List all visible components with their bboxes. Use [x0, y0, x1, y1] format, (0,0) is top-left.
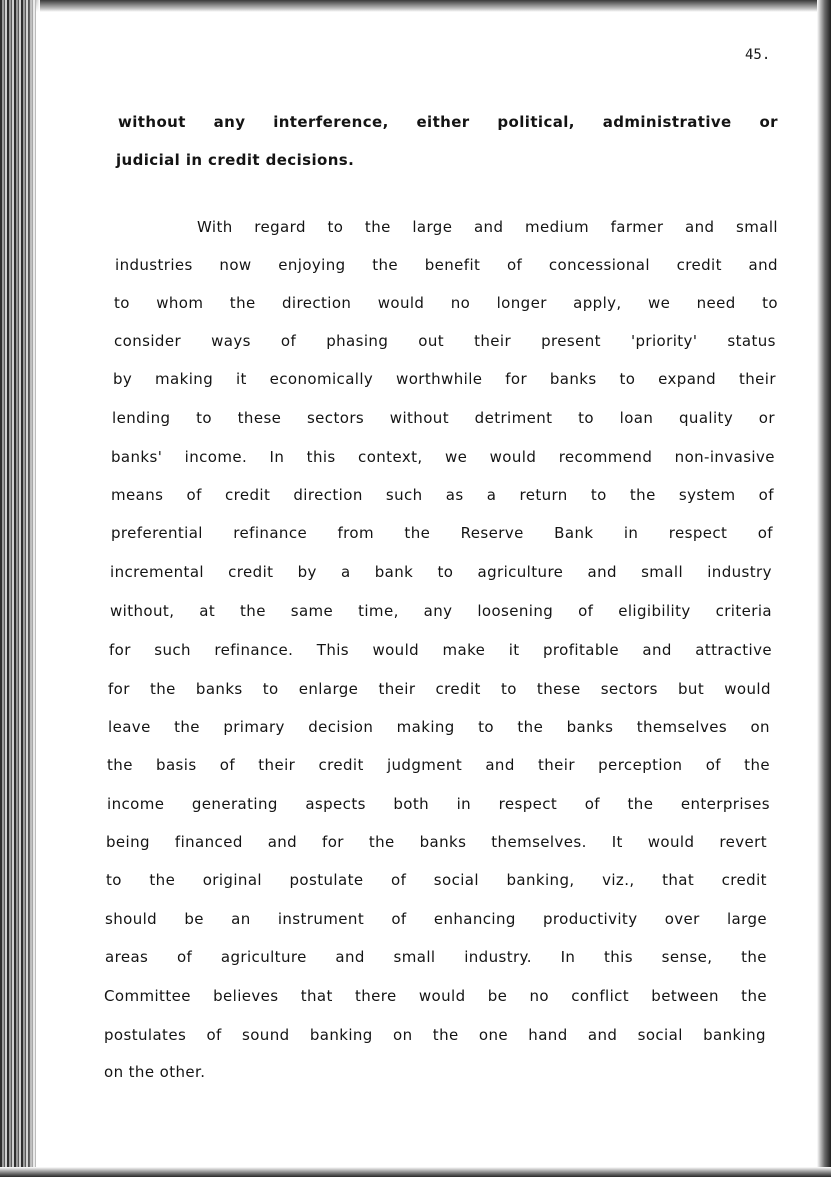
word: to — [500, 680, 517, 698]
word: conflict — [571, 987, 630, 1005]
word: non-invasive — [674, 448, 775, 466]
word: Bank — [554, 524, 594, 542]
word: direction — [293, 486, 363, 504]
word: on — [750, 718, 770, 736]
word: themselves — [636, 718, 728, 736]
word: loan — [619, 409, 654, 427]
word: apply, — [573, 294, 622, 312]
word: credit — [318, 756, 364, 774]
text-line — [109, 641, 772, 659]
page-top-edge — [0, 0, 831, 12]
word: eligibility — [618, 602, 691, 620]
word: in — [623, 524, 639, 542]
word: be — [184, 910, 204, 928]
word: phasing — [326, 332, 389, 350]
text-line — [118, 113, 778, 131]
binding-shadow — [26, 0, 40, 1177]
word: to — [262, 680, 279, 698]
word: incremental — [110, 563, 204, 581]
word: this — [306, 448, 336, 466]
word: the — [744, 756, 770, 774]
word: we — [444, 448, 468, 466]
word: criteria — [715, 602, 772, 620]
word: make — [442, 641, 486, 659]
page-bottom-edge — [0, 1167, 831, 1177]
word: the — [107, 756, 133, 774]
word: no — [450, 294, 471, 312]
word: the — [149, 680, 176, 698]
word: return — [519, 486, 568, 504]
word: banks' — [111, 448, 163, 466]
word: without, — [110, 602, 175, 620]
text-line — [105, 948, 767, 966]
word: their — [378, 680, 416, 698]
word: leave — [108, 718, 151, 736]
word: credit — [435, 680, 481, 698]
word: revert — [719, 833, 767, 851]
word: for — [109, 641, 131, 659]
word: of — [176, 948, 193, 966]
word: attractive — [695, 641, 772, 659]
word: of — [219, 756, 236, 774]
word: of — [506, 256, 523, 274]
word: no — [529, 987, 549, 1005]
word: 'priority' — [630, 332, 698, 350]
word: credit — [228, 563, 274, 581]
word: as — [445, 486, 464, 504]
word: and — [335, 948, 365, 966]
word: worthwhile — [396, 370, 483, 388]
word: perception — [598, 756, 683, 774]
word: and — [685, 218, 715, 236]
word: of — [584, 795, 600, 813]
word: agriculture — [477, 563, 564, 581]
word: basis — [156, 756, 197, 774]
word: a — [486, 486, 497, 504]
word: the — [364, 218, 391, 236]
word: to — [619, 370, 636, 388]
word: for — [108, 680, 130, 698]
word: generating — [191, 795, 278, 813]
word: on — [393, 1026, 413, 1044]
text-line — [108, 718, 770, 736]
word: With — [197, 218, 233, 236]
word: being — [106, 833, 150, 851]
word: we — [647, 294, 671, 312]
word: that — [662, 871, 695, 889]
word: in — [456, 795, 472, 813]
word: income — [107, 795, 165, 813]
word: such — [154, 641, 191, 659]
word: banks — [566, 718, 614, 736]
word: regard — [254, 218, 306, 236]
word: sense, — [661, 948, 713, 966]
page-right-edge — [817, 0, 831, 1177]
word: In — [560, 948, 576, 966]
word: large — [412, 218, 453, 236]
word: these — [237, 409, 282, 427]
word: enjoying — [278, 256, 346, 274]
text-line — [105, 910, 767, 928]
word: productivity — [543, 910, 638, 928]
word: the — [741, 948, 767, 966]
word: need — [696, 294, 736, 312]
word: benefit — [424, 256, 481, 274]
page-number: 45. — [745, 47, 771, 63]
word: without — [389, 409, 449, 427]
text-line: judicial in credit decisions. — [116, 151, 355, 169]
text-line — [110, 563, 772, 581]
word: expand — [658, 370, 717, 388]
text-line — [107, 795, 770, 813]
word: and — [267, 833, 298, 851]
text-line — [115, 256, 778, 274]
word: without — [118, 113, 186, 131]
word: the — [517, 718, 544, 736]
word: of — [280, 332, 297, 350]
word: refinance — [233, 524, 308, 542]
text-line — [114, 332, 776, 350]
word: bank — [374, 563, 414, 581]
word: would — [377, 294, 425, 312]
word: recommend — [558, 448, 653, 466]
word: their — [537, 756, 575, 774]
text-line — [113, 370, 776, 388]
word: and — [473, 218, 504, 236]
word: from — [337, 524, 375, 542]
word: by — [297, 563, 317, 581]
word: financed — [174, 833, 243, 851]
word: It — [611, 833, 623, 851]
word: enlarge — [298, 680, 359, 698]
word: one — [478, 1026, 509, 1044]
word: banking — [309, 1026, 373, 1044]
word: these — [536, 680, 581, 698]
word: the — [149, 871, 176, 889]
word: political, — [497, 113, 575, 131]
word: primary — [223, 718, 285, 736]
word: of — [186, 486, 202, 504]
word: that — [300, 987, 333, 1005]
word: instrument — [277, 910, 365, 928]
word: profitable — [543, 641, 619, 659]
word: the — [372, 256, 399, 274]
word: and — [587, 563, 617, 581]
word: to — [114, 294, 130, 312]
word: consider — [114, 332, 182, 350]
word: small — [736, 218, 778, 236]
word: of — [391, 871, 407, 889]
word: would — [724, 680, 771, 698]
word: agriculture — [220, 948, 307, 966]
word: industries — [115, 256, 193, 274]
word: preferential — [111, 524, 203, 542]
word: for — [322, 833, 344, 851]
word: would — [647, 833, 695, 851]
word: areas — [105, 948, 149, 966]
word: sectors — [600, 680, 658, 698]
word: lending — [112, 409, 171, 427]
word: income. — [184, 448, 248, 466]
word: industry. — [464, 948, 532, 966]
word: the — [240, 602, 266, 620]
word: respect — [668, 524, 728, 542]
word: or — [758, 409, 775, 427]
word: of — [705, 756, 721, 774]
word: the — [741, 987, 767, 1005]
word: either — [416, 113, 470, 131]
word: means — [111, 486, 164, 504]
word: believes — [213, 987, 279, 1005]
word: credit — [721, 871, 767, 889]
word: would — [489, 448, 537, 466]
word: detriment — [474, 409, 553, 427]
word: any — [213, 113, 246, 131]
word: by — [113, 370, 133, 388]
word: and — [748, 256, 778, 274]
word: of — [578, 602, 594, 620]
text-line — [114, 294, 778, 312]
word: to — [106, 871, 122, 889]
word: their — [258, 756, 296, 774]
word: In — [269, 448, 285, 466]
word: over — [664, 910, 700, 928]
word: same — [290, 602, 334, 620]
word: now — [219, 256, 252, 274]
word: postulates — [104, 1026, 187, 1044]
word: loosening — [477, 602, 554, 620]
word: it — [508, 641, 520, 659]
word: ways — [211, 332, 251, 350]
word: banks — [419, 833, 467, 851]
word: administrative — [602, 113, 732, 131]
word: themselves. — [491, 833, 587, 851]
text-line — [197, 218, 778, 236]
word: their — [474, 332, 512, 350]
word: present — [541, 332, 601, 350]
word: enhancing — [433, 910, 516, 928]
word: small — [641, 563, 684, 581]
word: medium — [524, 218, 590, 236]
word: should — [105, 910, 158, 928]
word: at — [199, 602, 216, 620]
word: large — [726, 910, 767, 928]
word: any — [423, 602, 453, 620]
text-line — [107, 756, 770, 774]
word: social — [637, 1026, 683, 1044]
word: banking — [703, 1026, 766, 1044]
word: would — [418, 987, 466, 1005]
word: postulate — [289, 871, 364, 889]
word: the — [629, 486, 656, 504]
word: viz., — [602, 871, 635, 889]
word: it — [235, 370, 247, 388]
word: banks — [195, 680, 243, 698]
word: small — [393, 948, 436, 966]
word: or — [759, 113, 778, 131]
word: time, — [358, 602, 399, 620]
word: the — [404, 524, 431, 542]
word: a — [341, 563, 351, 581]
word: the — [627, 795, 654, 813]
word: between — [651, 987, 719, 1005]
word: system — [678, 486, 736, 504]
word: respect — [498, 795, 558, 813]
text-line — [106, 871, 767, 889]
text-line — [111, 486, 774, 504]
word: refinance. — [214, 641, 294, 659]
word: original — [202, 871, 262, 889]
word: be — [487, 987, 508, 1005]
word: social — [433, 871, 479, 889]
word: for — [505, 370, 528, 388]
word: interference, — [273, 113, 389, 131]
word: both — [393, 795, 430, 813]
word: concessional — [548, 256, 650, 274]
word: sectors — [306, 409, 365, 427]
word: Reserve — [460, 524, 524, 542]
word: credit — [676, 256, 722, 274]
word: would — [372, 641, 420, 659]
word: such — [385, 486, 423, 504]
word: of — [206, 1026, 222, 1044]
word: of — [391, 910, 407, 928]
word: decision — [308, 718, 374, 736]
text-line — [108, 680, 771, 698]
word: of — [757, 524, 773, 542]
word: credit — [224, 486, 271, 504]
word: to — [590, 486, 607, 504]
word: sound — [242, 1026, 290, 1044]
word: direction — [281, 294, 352, 312]
word: banks — [549, 370, 597, 388]
word: farmer — [610, 218, 664, 236]
text-line — [104, 1026, 766, 1044]
word: to — [437, 563, 454, 581]
word: industry — [707, 563, 772, 581]
word: and — [587, 1026, 618, 1044]
word: to — [478, 718, 494, 736]
text-line: on the other. — [104, 1063, 206, 1081]
word: the — [174, 718, 200, 736]
word: whom — [156, 294, 204, 312]
text-line — [111, 524, 773, 542]
text-line — [110, 602, 772, 620]
word: This — [316, 641, 350, 659]
word: longer — [496, 294, 547, 312]
text-line — [104, 987, 767, 1005]
word: there — [354, 987, 397, 1005]
word: an — [231, 910, 251, 928]
word: context, — [358, 448, 423, 466]
word: the — [229, 294, 256, 312]
word: banking, — [506, 871, 575, 889]
word: judgment — [386, 756, 463, 774]
word: and — [642, 641, 672, 659]
word: to — [762, 294, 778, 312]
word: their — [738, 370, 776, 388]
word: to — [578, 409, 594, 427]
word: making — [155, 370, 214, 388]
word: quality — [678, 409, 734, 427]
word: out — [418, 332, 445, 350]
word: making — [396, 718, 455, 736]
word: hand — [528, 1026, 568, 1044]
word: of — [758, 486, 774, 504]
word: to — [196, 409, 212, 427]
word: aspects — [305, 795, 366, 813]
text-line — [112, 409, 775, 427]
word: the — [368, 833, 395, 851]
word: enterprises — [680, 795, 770, 813]
word: to — [327, 218, 344, 236]
word: economically — [269, 370, 374, 388]
text-line — [106, 833, 767, 851]
word: the — [432, 1026, 459, 1044]
word: Committee — [104, 987, 191, 1005]
word: this — [603, 948, 633, 966]
text-line — [111, 448, 775, 466]
word: but — [677, 680, 705, 698]
word: and — [485, 756, 515, 774]
word: status — [727, 332, 776, 350]
